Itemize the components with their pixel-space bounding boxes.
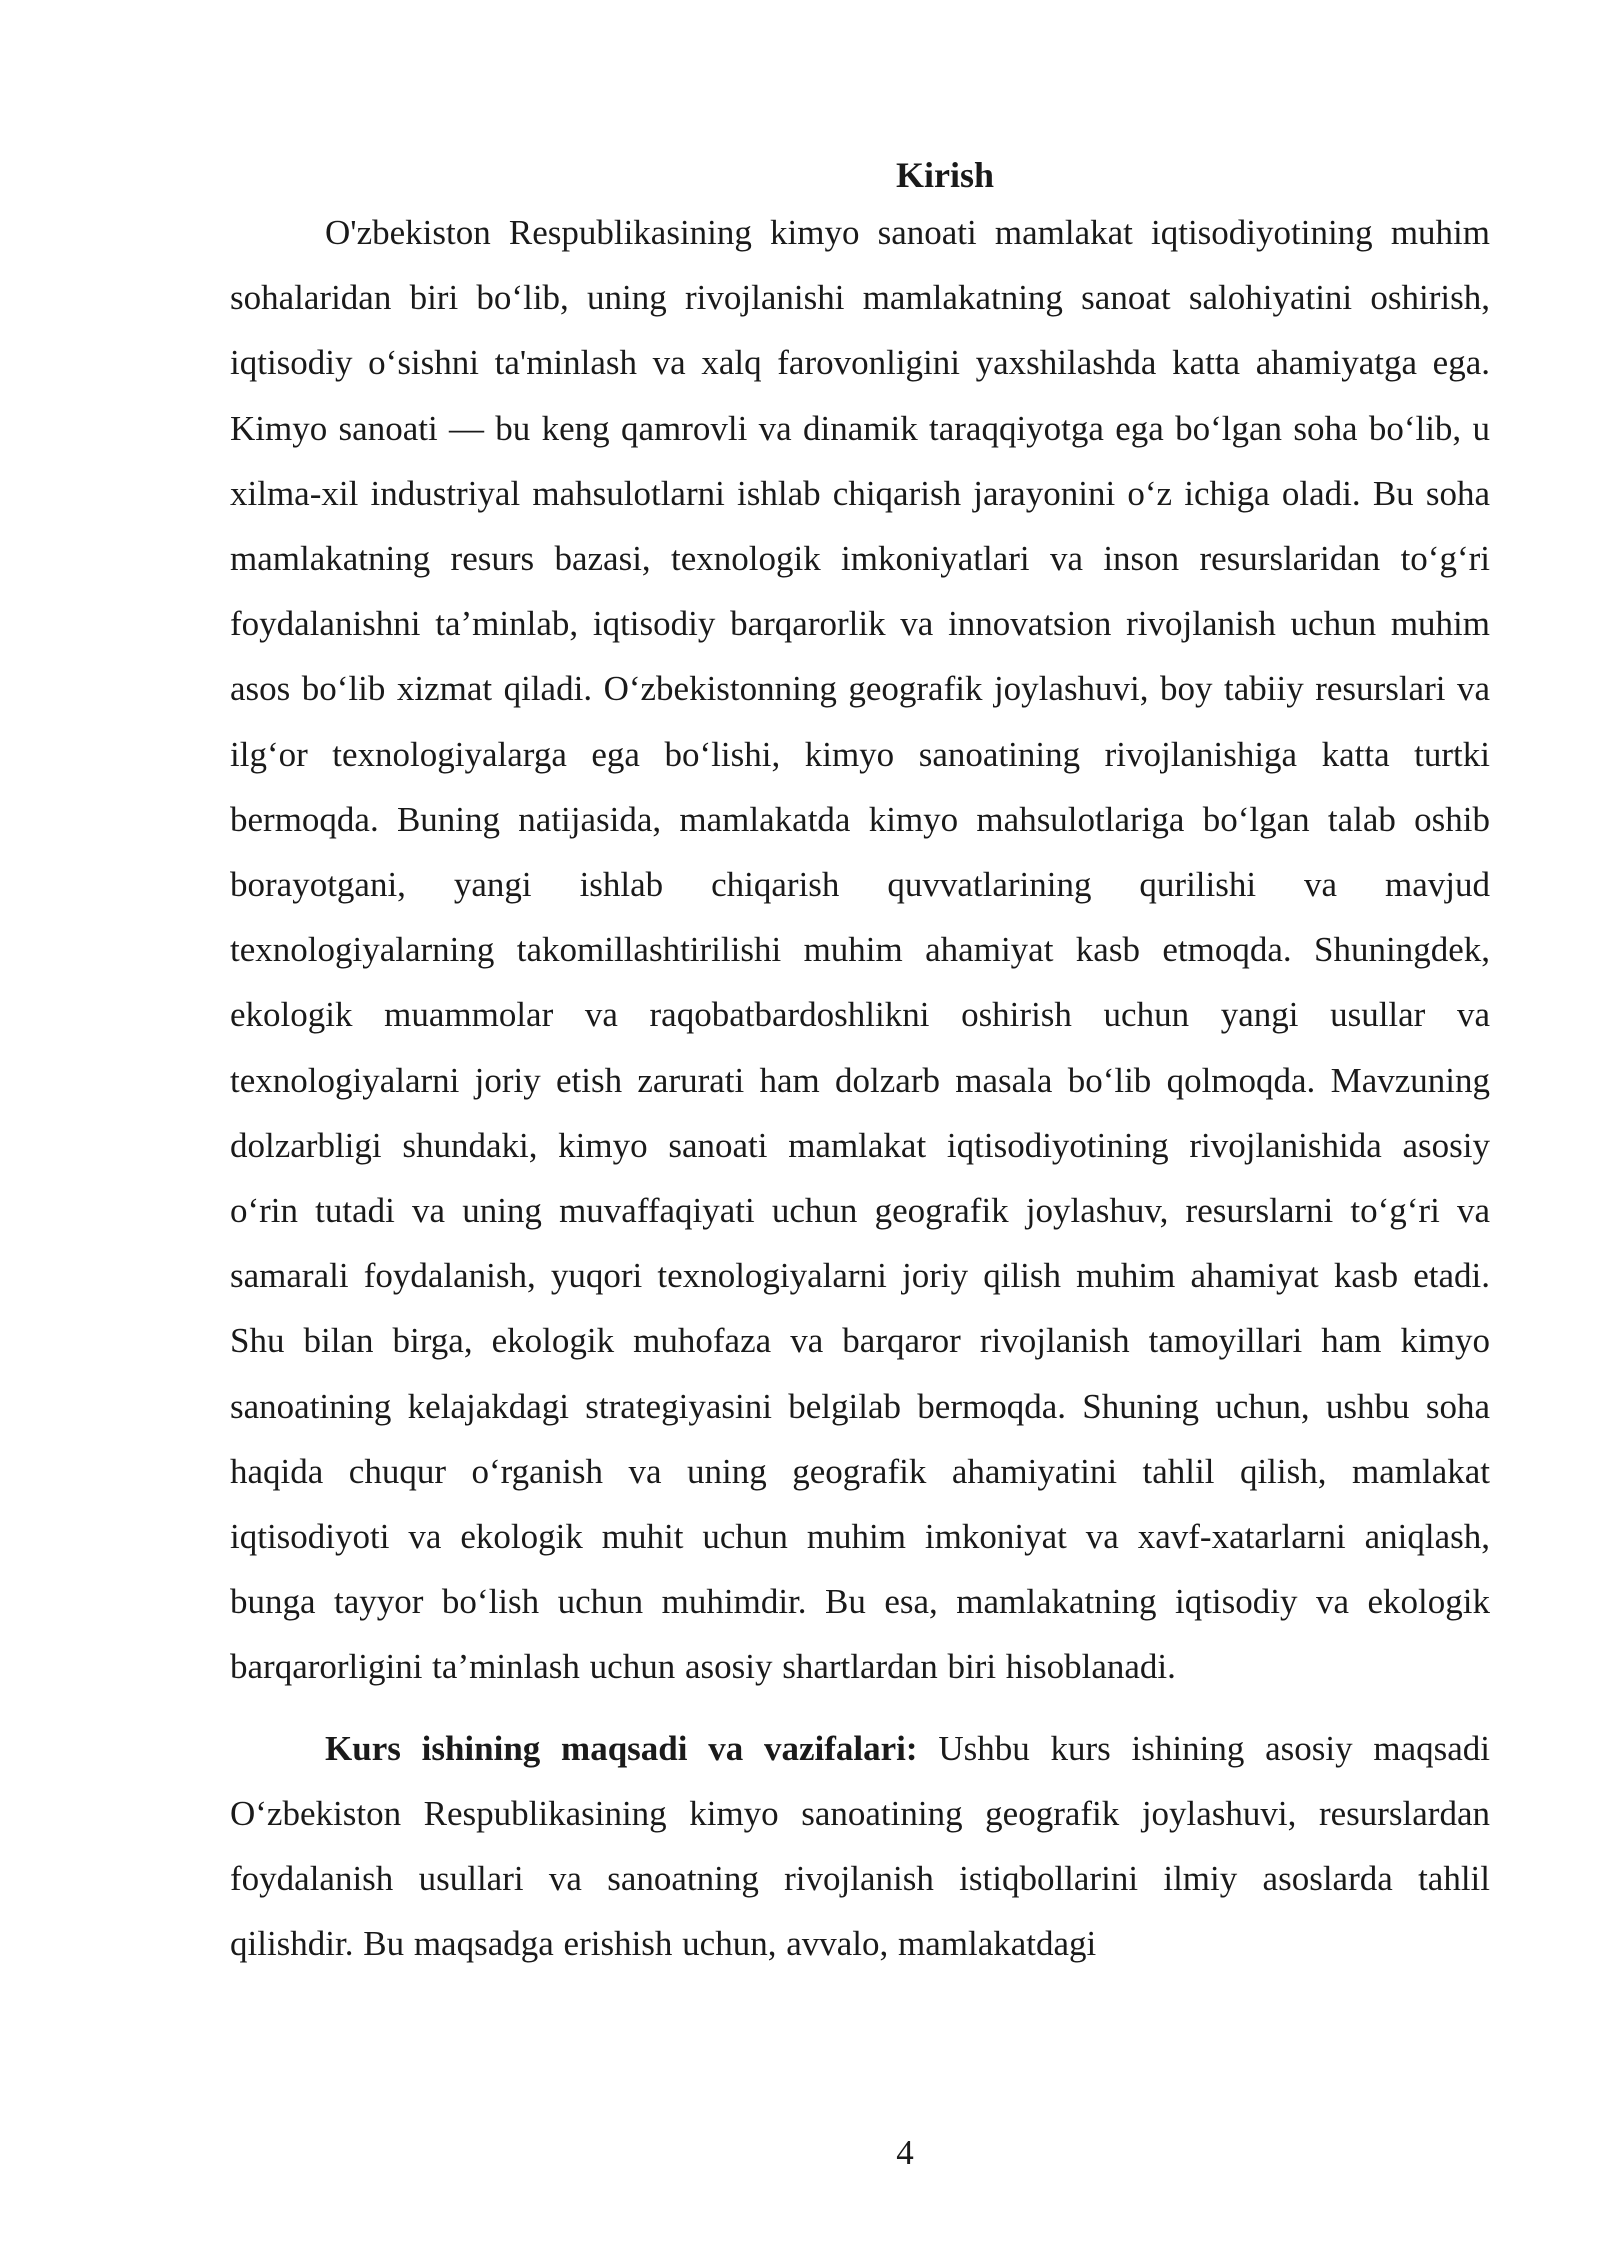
paragraph-text: Ushbu kurs ishining asosiy maqsadi O‘zbekiston Respublikasining kimyo sanoatining geografik joylashuvi, resurslardan foydalanish usullari va sanoatning rivojlanish istiqbollarini ilmiy asoslarda tahlil qilishdir. Bu maqsadga erishish uchun, avvalo, mamlakatdagi: [230, 1728, 1490, 1964]
paragraph-introduction: [230, 200, 1490, 1700]
page-number: 4: [896, 2133, 914, 2172]
section-title: Kirish: [895, 155, 994, 195]
paragraph-goals: [230, 1716, 1490, 1977]
paragraph-text: O'zbekiston Respublikasining kimyo sanoati mamlakat iqtisodiyotining muhim sohalaridan biri bo‘lib, uning rivojlanishi mamlakatning sanoat salohiyatini oshirish, iqtisodiy o‘sishni ta'minlash va xalq farovonligini yaxshilashda katta ahamiyatga ega. Kimyo sanoati — bu keng qamrovli va dinamik taraqqiyotga ega bo‘lgan soha bo‘lib, u xilma-xil industriyal mahsulotlarni ishlab chiqarish jarayonini o‘z ichiga oladi. Bu soha mamlakatning resurs bazasi, texnologik imkoniyatlari va inson resurslaridan to‘g‘ri foydalanishni ta’minlab, iqtisodiy barqarorlik va innovatsion rivojlanish uchun muhim asos bo‘lib xizmat qiladi. O‘zbekistonning geografik joylashuvi, boy tabiiy resurslari va ilg‘or texnologiyalarga ega bo‘lishi, kimyo sanoatining rivojlanishiga katta turtki bermoqda. Buning natijasida, mamlakatda kimyo mahsulotlariga bo‘lgan talab oshib borayotgani, yangi ishlab chiqarish quvvatlarining qurilishi va mavjud texnologiyalarning takomillashtirilishi muhim ahamiyat kasb etmoqda. Shuningdek, ekologik muammolar va raqobatbardoshlikni oshirish uchun yangi usullar va texnologiyalarni joriy etish zarurati ham dolzarb masala bo‘lib qolmoqda. Mavzuning dolzarbligi shundaki, kimyo sanoati mamlakat iqtisodiyotining rivojlanishida asosiy o‘rin tutadi va uning muvaffaqiyati uchun geografik joylashuv, resurslarni to‘g‘ri va samarali foydalanish, yuqori texnologiyalarni joriy qilish muhim ahamiyat kasb etadi. Shu bilan birga, ekologik muhofaza va barqaror rivojlanish tamoyillari ham kimyo sanoatining kelajakdagi strategiyasini belgilab bermoqda. Shuning uchun, ushbu soha haqida chuqur o‘rganish va uning geografik ahamiyatini tahlil qilish, mamlakat iqtisodiyoti va ekologik muhit uchun muhim imkoniyat va xavf-xatarlarni aniqlash, bunga tayyor bo‘lish uchun muhimdir. Bu esa, mamlakatning iqtisodiy va ekologik barqarorligini ta’minlash uchun asosiy shartlardan biri hisoblanadi.: [230, 213, 1490, 1687]
page-content: [230, 150, 1490, 1976]
paragraph-lead-heading: Kurs ishining maqsadi va vazifalari:: [325, 1728, 918, 1768]
